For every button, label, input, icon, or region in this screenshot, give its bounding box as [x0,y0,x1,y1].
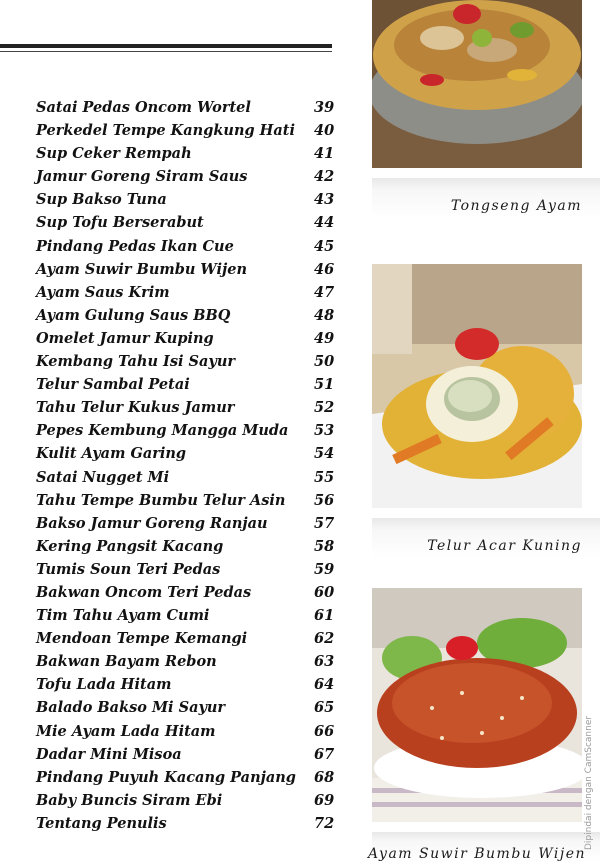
toc-entry-page: 49 [314,329,335,347]
toc-entry [36,766,336,789]
toc-entry [36,373,336,396]
caption-ayam-suwir-bumbu-wijen: Ayam Suwir Bumbu Wijen [372,832,600,862]
toc-entry [36,789,336,812]
toc-entry [36,304,336,327]
toc-entry-page: 48 [314,306,335,324]
toc-entry-page: 72 [314,814,335,832]
toc-entry-title: Kembang Tahu Isi Sayur [36,353,236,371]
toc-entry [36,720,336,743]
toc-entry-title: Mendoan Tempe Kemangi [36,630,248,648]
toc-entry-title: Bakwan Bayam Rebon [36,653,217,671]
toc-entry-page: 50 [314,353,335,371]
toc-entry [36,581,336,604]
caption-tongseng-ayam: Tongseng Ayam [372,178,600,218]
toc-entry-page: 67 [314,745,335,763]
toc-entry [36,211,336,234]
toc-entry-title: Tumis Soun Teri Pedas [36,560,221,578]
toc-entry [36,396,336,419]
toc-entry [36,627,336,650]
toc-entry-title: Dadar Mini Misoa [36,745,182,763]
toc-entry [36,258,336,281]
toc-entry-page: 53 [314,422,335,440]
toc-entry-page: 56 [314,491,335,509]
toc-entry-page: 40 [314,122,335,140]
toc-entry-title: Tahu Telur Kukus Jamur [36,399,235,417]
toc-entry-title: Kering Pangsit Kacang [36,537,224,555]
toc-entry [36,419,336,442]
toc-entry [36,119,336,142]
toc-entry [36,281,336,304]
toc-entry-page: 58 [314,537,335,555]
toc-entry-page: 60 [314,583,335,601]
toc-entry-title: Sup Tofu Berserabut [36,214,204,232]
toc-entry-page: 62 [314,630,335,648]
toc-entry-title: Baby Buncis Siram Ebi [36,791,223,809]
toc-entry [36,812,336,835]
toc-entry-title: Perkedel Tempe Kangkung Hati [36,122,295,140]
toc-entry-title: Tofu Lada Hitam [36,676,172,694]
toc-entry-title: Omelet Jamur Kuping [36,329,214,347]
caption-telur-acar-kuning: Telur Acar Kuning [372,518,600,558]
toc-entry [36,142,336,165]
toc-entry-page: 54 [314,445,335,463]
toc-entry [36,327,336,350]
table-of-contents [36,96,336,835]
toc-entry [36,512,336,535]
toc-entry-title: Tim Tahu Ayam Cumi [36,607,210,625]
toc-entry-title: Ayam Suwir Bumbu Wijen [36,260,247,278]
toc-entry-title: Kulit Ayam Garing [36,445,187,463]
header-rule [0,44,332,48]
toc-entry [36,743,336,766]
toc-entry [36,558,336,581]
toc-entry [36,535,336,558]
toc-entry-page: 41 [314,145,335,163]
toc-entry-title: Satai Nugget Mi [36,468,170,486]
toc-entry [36,673,336,696]
toc-entry [36,96,336,119]
toc-entry-page: 42 [314,168,335,186]
scanner-watermark: Dipindai dengan CamScanner [584,715,594,850]
tongseng-ayam-photo [372,0,582,168]
toc-entry-page: 61 [314,607,335,625]
toc-entry-page: 59 [314,560,335,578]
toc-entry-title: Sup Ceker Rempah [36,145,192,163]
toc-entry-title: Pindang Puyuh Kacang Panjang [36,768,296,786]
toc-entry-page: 65 [314,699,335,717]
telur-acar-kuning-photo [372,264,582,508]
toc-entry-page: 68 [314,768,335,786]
toc-entry-page: 55 [314,468,335,486]
toc-entry-title: Satai Pedas Oncom Wortel [36,99,251,116]
toc-entry-page: 47 [314,283,335,301]
toc-entry [36,466,336,489]
toc-entry-title: Telur Sambal Petai [36,376,190,394]
toc-entry-title: Bakso Jamur Goreng Ranjau [36,514,268,532]
toc-entry-title: Mie Ayam Lada Hitam [36,722,216,740]
toc-entry-page: 46 [314,260,335,278]
toc-entry-page: 69 [314,791,335,809]
toc-entry [36,489,336,512]
toc-entry-page: 64 [314,676,335,694]
toc-entry-title: Tentang Penulis [36,814,167,832]
toc-entry-page: 45 [314,237,335,255]
toc-entry-page: 43 [314,191,335,209]
ayam-suwir-bumbu-wijen-photo [372,588,582,822]
toc-entry-page: 52 [314,399,335,417]
toc-entry-title: Tahu Tempe Bumbu Telur Asin [36,491,286,509]
toc-entry-title: Pindang Pedas Ikan Cue [36,237,234,255]
toc-entry-title: Sup Bakso Tuna [36,191,167,209]
toc-entry [36,235,336,258]
toc-entry-title: Balado Bakso Mi Sayur [36,699,226,717]
toc-entry [36,165,336,188]
toc-entry-title: Jamur Goreng Siram Saus [36,168,248,186]
toc-entry-title: Pepes Kembung Mangga Muda [36,422,289,440]
toc-entry-page: 51 [314,376,335,394]
toc-entry-page: 66 [314,722,335,740]
toc-entry-page: 57 [314,514,335,532]
toc-entry [36,188,336,211]
toc-entry [36,604,336,627]
toc-entry [36,442,336,465]
toc-entry-title: Bakwan Oncom Teri Pedas [36,583,252,601]
toc-entry-page: 63 [314,653,335,671]
toc-entry [36,696,336,719]
toc-entry-title: Ayam Gulung Saus BBQ [36,306,231,324]
header-rule-thin [0,51,332,52]
toc-entry [36,350,336,373]
toc-entry-page: 44 [314,214,335,232]
toc-entry [36,650,336,673]
toc-entry-page: 39 [314,99,335,116]
toc-entry-title: Ayam Saus Krim [36,283,170,301]
